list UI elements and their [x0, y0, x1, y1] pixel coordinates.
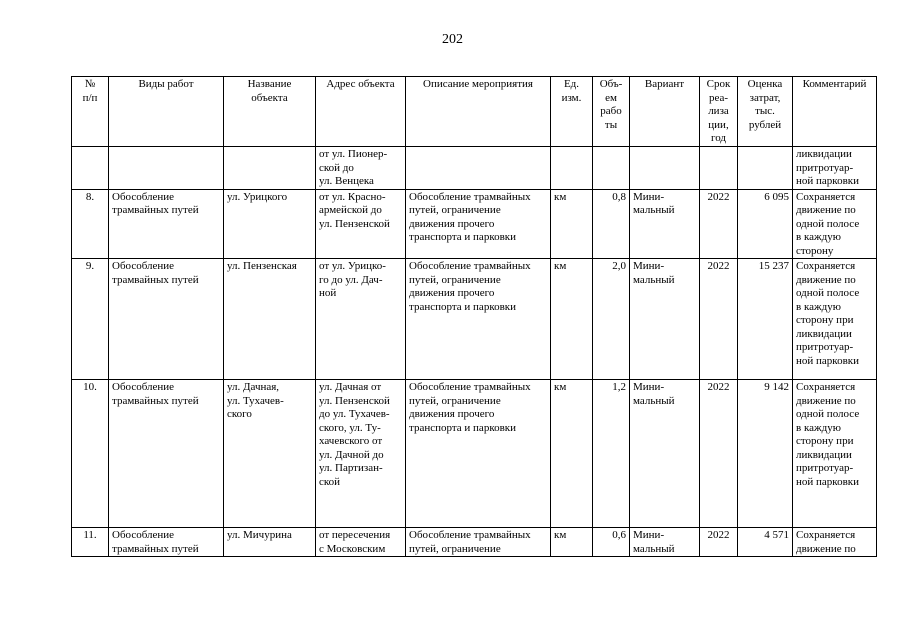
cell-year: 2022 — [700, 528, 738, 557]
cell-number: 9. — [72, 259, 109, 380]
cell-work-type: Обособление трамвайных путей — [109, 259, 224, 380]
cell-year: 2022 — [700, 380, 738, 528]
cell-number: 10. — [72, 380, 109, 528]
table-row — [72, 380, 877, 528]
cell-variant: Мини- мальный — [630, 189, 700, 259]
cell-comment: ликвидации притротуар- ной парковки — [793, 147, 877, 190]
cell-cost: 6 095 — [738, 189, 793, 259]
cell-variant — [630, 147, 700, 190]
header-year: Срок реа- лиза ции, год — [700, 77, 738, 147]
works-table — [71, 76, 877, 557]
header-cost: Оценка затрат, тыс. рублей — [738, 77, 793, 147]
cell-volume: 0,6 — [593, 528, 630, 557]
header-number: № п/п — [72, 77, 109, 147]
cell-volume: 2,0 — [593, 259, 630, 380]
cell-work-type: Обособление трамвайных путей — [109, 528, 224, 557]
cell-unit: км — [551, 380, 593, 528]
cell-object-name: ул. Мичурина — [224, 528, 316, 557]
cell-comment: Сохраняется движение по одной полосе в каждую сторону — [793, 189, 877, 259]
header-object-name: Название объекта — [224, 77, 316, 147]
cell-unit: км — [551, 528, 593, 557]
header-work-type: Виды работ — [109, 77, 224, 147]
cell-object-name — [224, 147, 316, 190]
cell-address: от ул. Пионер- ской до ул. Венцека — [316, 147, 406, 190]
cell-object-name: ул. Дачная, ул. Тухачев- ского — [224, 380, 316, 528]
table-row — [72, 259, 877, 380]
header-volume: Объ- ем рабо ты — [593, 77, 630, 147]
table-header-row — [72, 77, 877, 147]
cell-variant: Мини- мальный — [630, 380, 700, 528]
cell-work-type: Обособление трамвайных путей — [109, 380, 224, 528]
cell-address: от ул. Урицко- го до ул. Дач- ной — [316, 259, 406, 380]
cell-volume: 0,8 — [593, 189, 630, 259]
cell-year — [700, 147, 738, 190]
cell-number: 8. — [72, 189, 109, 259]
cell-address: от ул. Красно- армейской до ул. Пензенской — [316, 189, 406, 259]
page-number: 202 — [442, 32, 463, 47]
cell-cost: 4 571 — [738, 528, 793, 557]
cell-year: 2022 — [700, 189, 738, 259]
cell-number — [72, 147, 109, 190]
cell-year: 2022 — [700, 259, 738, 380]
cell-address: от пересечения с Московским — [316, 528, 406, 557]
cell-cost: 15 237 — [738, 259, 793, 380]
cell-description: Обособление трамвайных путей, ограничение движения прочего транспорта и парковки — [406, 259, 551, 380]
header-variant: Вариант — [630, 77, 700, 147]
cell-object-name: ул. Пензенская — [224, 259, 316, 380]
cell-description — [406, 147, 551, 190]
cell-unit: км — [551, 189, 593, 259]
cell-address: ул. Дачная от ул. Пензенской до ул. Тухачев- ского, ул. Ту- хачевского от ул. Дачной до ул. Партизан- ской — [316, 380, 406, 528]
header-unit: Ед. изм. — [551, 77, 593, 147]
table-row-continuation — [72, 147, 877, 190]
cell-variant: Мини- мальный — [630, 528, 700, 557]
cell-comment: Сохраняется движение по — [793, 528, 877, 557]
cell-object-name: ул. Урицкого — [224, 189, 316, 259]
cell-work-type: Обособление трамвайных путей — [109, 189, 224, 259]
cell-comment: Сохраняется движение по одной полосе в каждую сторону при ликвидации притротуар- ной парковки — [793, 380, 877, 528]
cell-description: Обособление трамвайных путей, ограничение движения прочего транспорта и парковки — [406, 189, 551, 259]
cell-unit: км — [551, 259, 593, 380]
cell-unit — [551, 147, 593, 190]
cell-cost — [738, 147, 793, 190]
cell-number: 11. — [72, 528, 109, 557]
header-address: Адрес объекта — [316, 77, 406, 147]
cell-volume: 1,2 — [593, 380, 630, 528]
cell-comment: Сохраняется движение по одной полосе в каждую сторону при ликвидации притротуар- ной парковки — [793, 259, 877, 380]
cell-description: Обособление трамвайных путей, ограничение — [406, 528, 551, 557]
cell-variant: Мини- мальный — [630, 259, 700, 380]
cell-description: Обособление трамвайных путей, ограничение движения прочего транспорта и парковки — [406, 380, 551, 528]
cell-volume — [593, 147, 630, 190]
cell-cost: 9 142 — [738, 380, 793, 528]
header-description: Описание мероприятия — [406, 77, 551, 147]
table-row — [72, 189, 877, 259]
table-row — [72, 528, 877, 557]
cell-work-type — [109, 147, 224, 190]
header-comment: Комментарий — [793, 77, 877, 147]
